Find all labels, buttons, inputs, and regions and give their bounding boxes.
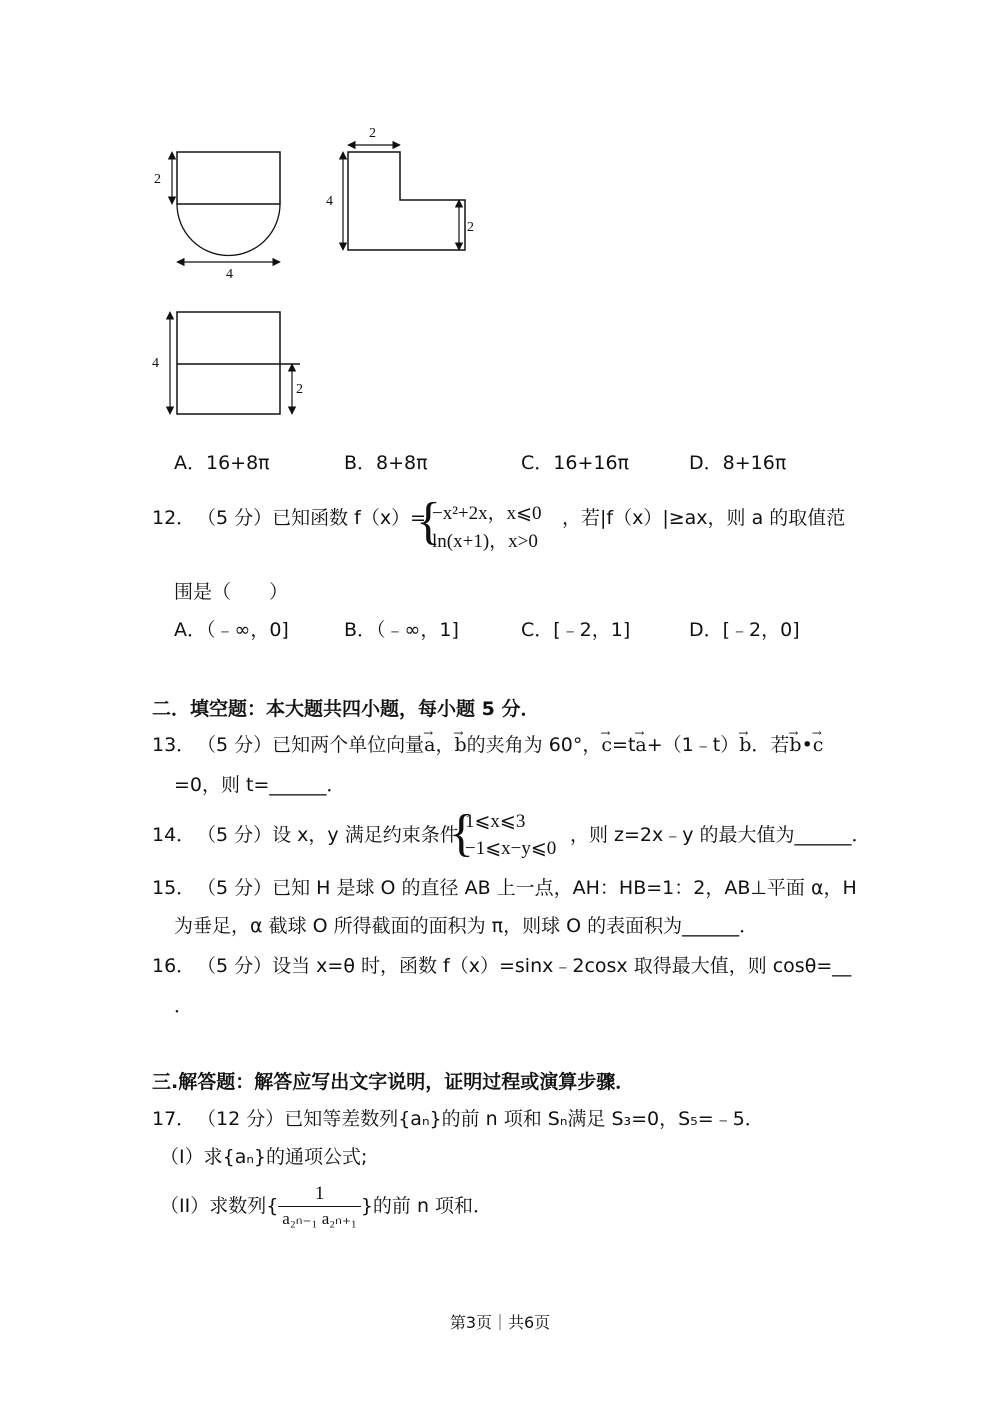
side-view [326,126,474,250]
q17-line1: （12 分）已知等差数列{aₙ}的前 n 项和 Sₙ满足 S₃=0，S₅=﹣5． [197,1108,764,1130]
q16-line2: ． [174,995,194,1017]
q11-option-b: B．8+8π [344,452,428,474]
q13-text: 的夹角为 60°， [466,734,602,756]
q17-part2-prefix: （II）求数列{ [160,1195,279,1217]
q15-line1: （5 分）已知 H 是球 O 的直径 AB 上一点，AH：HB=1：2，AB⊥平面 α，H [197,877,857,899]
q12-option-d: D．[﹣2，0] [689,619,800,641]
q13-comma: ， [435,734,455,756]
q12-prefix: （5 分）已知函数 f（x）= [197,507,427,529]
q14-piece1: 1⩽x⩽3 [465,811,526,832]
q16-line1: （5 分）设当 x=θ 时，函数 f（x）=sinx﹣2cosx 取得最大值，则 cosθ=__ [197,955,852,977]
vector-c: → c [813,733,824,757]
vector-b: → b [454,733,466,757]
q14-suffix: ，则 z=2x﹣y 的最大值为______． [570,824,871,846]
q17-part2-suffix: }的前 n 项和． [360,1195,493,1217]
q12-option-b: B．（﹣∞，1] [344,619,459,641]
top-view [152,312,303,414]
three-view-figures [140,115,520,425]
fraction-numerator: 1 [278,1182,361,1207]
vector-b: → b [739,733,751,757]
vector-c: → c [601,733,612,757]
q13-line2: =0，则 t=______． [174,774,346,796]
q15-number: 15． [152,877,196,899]
q14-prefix: （5 分）设 x，y 满足约束条件 [197,824,459,846]
dim-label: 4 [326,194,333,209]
piecewise-brace: { [416,493,441,550]
q13-line1 [197,733,823,757]
dim-label: 2 [154,172,161,187]
q13-text: （5 分）已知两个单位向量 [197,734,425,756]
dim-label: 2 [467,220,474,235]
q12-line2: 围是（ ） [174,581,289,603]
q11-option-d: D．8+16π [689,452,787,474]
q11-option-a: A．16+8π [174,452,270,474]
q12-option-a: A．（﹣∞，0] [174,619,289,641]
dim-label: 4 [152,356,159,371]
q14-piece2: −1⩽x−y⩽0 [465,838,557,859]
q13-text: =t [612,734,636,756]
q13-text: ．若 [751,734,790,756]
q16-number: 16． [152,955,196,977]
section2-title: 二．填空题：本大题共四小题，每小题 5 分． [152,698,540,720]
dim-label: 2 [369,126,376,141]
q17-number: 17． [152,1108,196,1130]
q13-number: 13． [152,734,196,756]
front-view [154,152,280,282]
q14-number: 14． [152,824,196,846]
q15-line2: 为垂足，α 截球 O 所得截面的面积为 π，则球 O 的表面积为______． [174,915,759,937]
page-footer: 第3页｜共6页 [449,1313,551,1332]
dim-label: 4 [226,267,233,282]
dot-operator: • [801,734,813,756]
q11-option-c: C．16+16π [521,452,629,474]
fraction [278,1182,361,1231]
q12-piece1: −x²+2x，x⩽0 [432,503,542,524]
dim-label: 2 [296,382,303,397]
vector-b: → b [789,733,801,757]
vector-a: → a [635,733,646,757]
q17-part1: （I）求{aₙ}的通项公式; [160,1146,368,1168]
q12-number: 12． [152,507,196,529]
q12-suffix: ，若|f（x）|≥ax，则 a 的取值范 [562,507,846,529]
q12-piece2: ln(x+1)，x>0 [432,531,538,552]
q12-option-c: C．[﹣2，1] [521,619,631,641]
q13-text: +（1﹣t） [646,734,740,756]
vector-a: → a [424,733,435,757]
system-brace: { [449,805,474,862]
fraction-denominator: a₂ₙ₋₁ a₂ₙ₊₁ [282,1208,357,1228]
section3-title: 三.解答题：解答应写出文字说明，证明过程或演算步骤． [152,1071,635,1093]
q17-part2 [160,1182,492,1230]
